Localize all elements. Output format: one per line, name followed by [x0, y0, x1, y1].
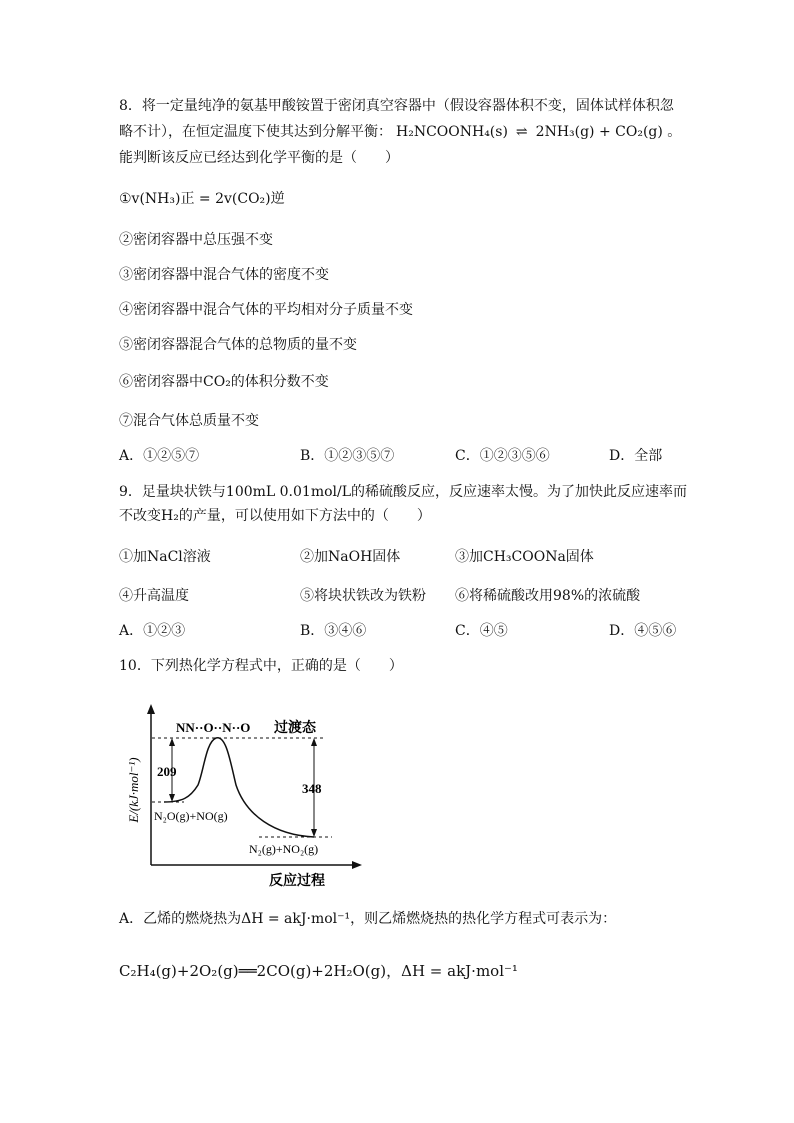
- energy-diagram: [124, 690, 364, 890]
- q8-line3: 能判断该反应已经达到化学平衡的是（ ）: [119, 150, 399, 166]
- q9-method-3: ③加CH₃COONa固体: [455, 549, 594, 565]
- products-label: N₂(g)+NO₂(g): [249, 842, 319, 856]
- q9-method-4: ④升高温度: [119, 588, 189, 604]
- q8-line2-prefix: 略不计），在恒定温度下使其达到分解平衡：: [119, 124, 392, 140]
- q8-option-d[interactable]: D．全部: [609, 448, 663, 464]
- q8-equation-reactant: H₂NCOONH₄(s): [396, 124, 508, 140]
- q8-line2: [119, 120, 681, 144]
- q8-statement-3: ③密闭容器中混合气体的密度不变: [119, 267, 329, 283]
- q8-option-c[interactable]: C．①②③⑤⑥: [455, 448, 550, 464]
- y-axis-arrow: [147, 704, 155, 714]
- reverse-activation-label: 348: [302, 781, 322, 796]
- q9-method-5: ⑤将块状铁改为铁粉: [300, 588, 426, 604]
- transition-state-label: 过渡态: [274, 721, 316, 736]
- q9-method-6: ⑥将稀硫酸改用98%的浓硫酸: [455, 588, 641, 604]
- ts-species-label: NN··O··N··O: [176, 720, 251, 735]
- reactants-label: N₂O(g)+NO(g): [154, 809, 228, 823]
- q8-statement-7: ⑦混合气体总质量不变: [119, 413, 259, 429]
- q9-method-1: ①加NaCl溶液: [119, 549, 211, 565]
- q9-method-2: ②加NaOH固体: [300, 549, 401, 565]
- q10-stem: 10．下列热化学方程式中，正确的是（ ）: [119, 658, 403, 674]
- q8-statement-6: ⑥密闭容器中CO₂的体积分数不变: [119, 374, 329, 390]
- q8-option-a[interactable]: A．①②⑤⑦: [119, 448, 200, 464]
- activation-energy-label: 209: [157, 764, 177, 779]
- q8-equation-arrow: ⇌: [515, 124, 528, 140]
- q9-option-d[interactable]: D．④⑤⑥: [609, 623, 677, 639]
- q9-line1: 9．足量块状铁与100mL 0.01mol/L的稀硫酸反应，反应速率太慢。为了加快此反应速率而: [119, 484, 688, 500]
- q10-option-a-equation: C₂H₄(g)+2O₂(g)══2CO(g)+2H₂O(g)，ΔH = akJ·mol⁻¹: [119, 962, 518, 980]
- y-axis-label: E/(kJ·mol⁻¹): [126, 757, 141, 823]
- q8-equation-products: 2NH₃(g) + CO₂(g) 。: [535, 124, 682, 140]
- x-axis-arrow: [352, 861, 362, 869]
- q9-option-a[interactable]: A．①②③: [119, 623, 186, 639]
- q8-statement-4: ④密闭容器中混合气体的平均相对分子质量不变: [119, 302, 413, 318]
- q8-statement-1: ①v(NH₃)正 = 2v(CO₂)逆: [119, 191, 285, 207]
- q8-statement-2: ②密闭容器中总压强不变: [119, 232, 273, 248]
- q8-line1: 8．将一定量纯净的氨基甲酸铵置于密闭真空容器中（假设容器体积不变，固体试样体积忽: [119, 98, 674, 114]
- q10-option-a[interactable]: A．乙烯的燃烧热为ΔH = akJ·mol⁻¹，则乙烯燃烧热的热化学方程式可表示为：: [119, 911, 617, 927]
- q9-option-b[interactable]: B．③④⑥: [300, 623, 367, 639]
- q9-line2: 不改变H₂的产量，可以使用如下方法中的（ ）: [119, 508, 431, 524]
- q9-option-c[interactable]: C．④⑤: [455, 623, 508, 639]
- x-axis-label: 反应过程: [269, 874, 325, 889]
- q8-option-b[interactable]: B．①②③⑤⑦: [300, 448, 395, 464]
- q8-statement-5: ⑤密闭容器混合气体的总物质的量不变: [119, 337, 357, 353]
